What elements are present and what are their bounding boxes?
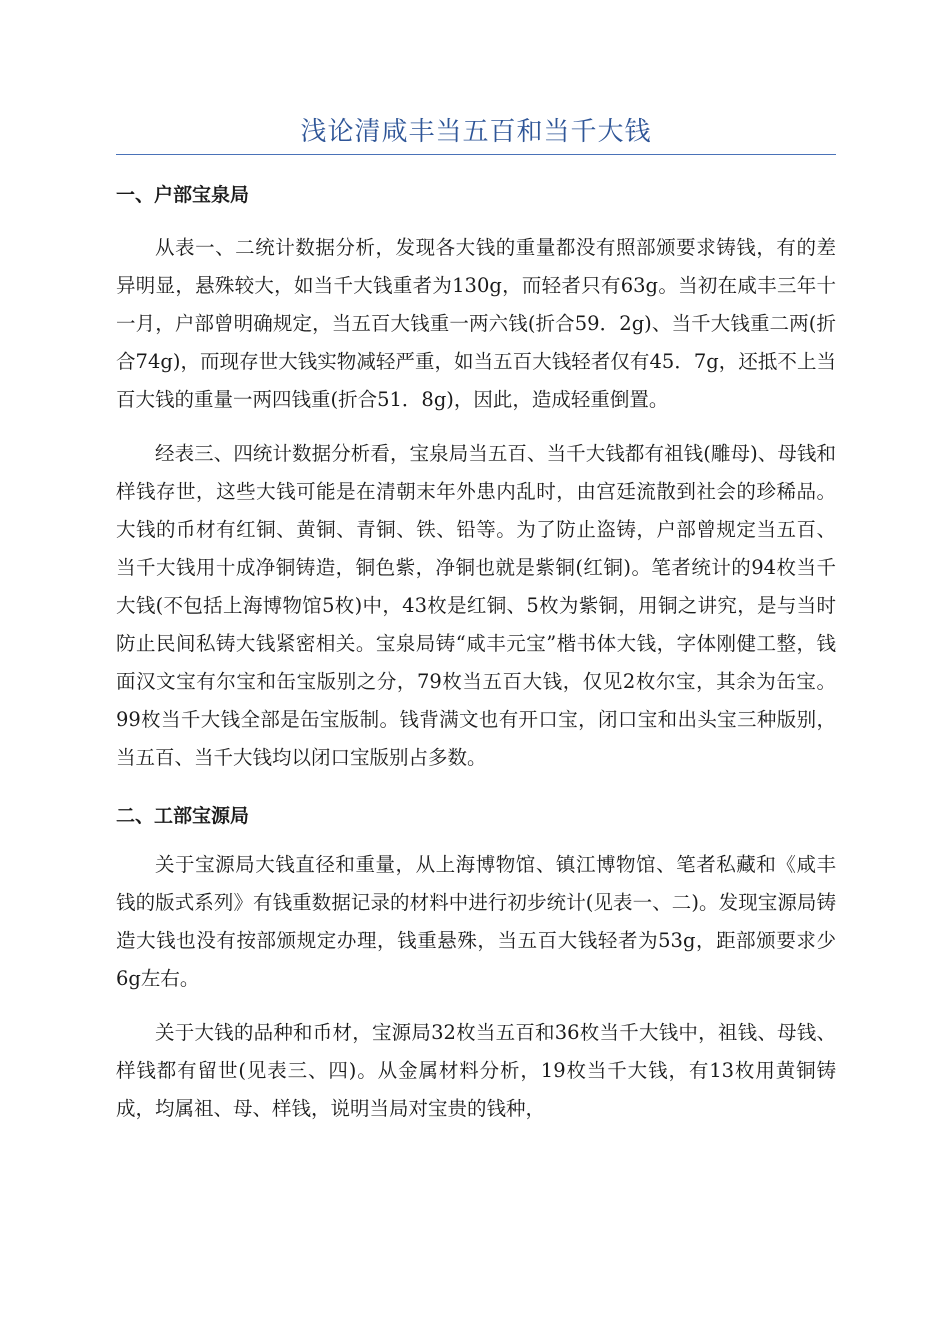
title-underline [116,154,836,155]
section-1-paragraph-1: 从表一、二统计数据分析，发现各大钱的重量都没有照部颁要求铸钱，有的差异明显，悬殊较大，如当千大钱重者为130g，而轻者只有63g。当初在咸丰三年十一月，户部曾明确规定，当五百大钱重一两六钱(折合59．2g)、当千大钱重二两(折合74g)，而现存世大钱实物减轻严重，如当五百大钱轻者仅有45．7g，还抵不上当百大钱的重量一两四钱重(折合51．8g)，因此，造成轻重倒置。 [116,236,836,411]
section-2-paragraph-2: 关于大钱的品种和币材，宝源局32枚当五百和36枚当千大钱中，祖钱、母钱、样钱都有留世(见表三、四)。从金属材料分析，19枚当千大钱，有13枚用黄铜铸成，均属祖、母、样钱，说明当局对宝贵的钱种， [116,1021,836,1120]
section-heading-1: 一、户部宝泉局 [116,184,250,206]
section-2-paragraph-1: 关于宝源局大钱直径和重量，从上海博物馆、镇江博物馆、笔者私藏和《咸丰钱的版式系列》有钱重数据记录的材料中进行初步统计(见表一、二)。发现宝源局铸造大钱也没有按部颁规定办理，钱重悬殊，当五百大钱轻者为53g，距部颁要求少6g左右。 [116,853,836,990]
section-1-paragraph-2: 经表三、四统计数据分析看，宝泉局当五百、当千大钱都有祖钱(雕母)、母钱和样钱存世，这些大钱可能是在清朝末年外患内乱时，由宫廷流散到社会的珍稀品。大钱的币材有红铜、黄铜、青铜、铁、铅等。为了防止盗铸，户部曾规定当五百、当千大钱用十成净铜铸造，铜色紫，净铜也就是紫铜(红铜)。笔者统计的94枚当千大钱(不包括上海博物馆5枚)中，43枚是红铜、5枚为紫铜，用铜之讲究，是与当时防止民间私铸大钱紧密相关。宝泉局铸“咸丰元宝”楷书体大钱，字体刚健工整，钱面汉文宝有尔宝和缶宝版别之分，79枚当五百大钱，仅见2枚尔宝，其余为缶宝。99枚当千大钱全部是缶宝版制。钱背满文也有开口宝，闭口宝和出头宝三种版别，当五百、当千大钱均以闭口宝版别占多数。 [116,442,836,769]
section-heading-2: 二、工部宝源局 [116,805,250,827]
document-title: 浅论清咸丰当五百和当千大钱 [300,117,652,147]
document-page [116,0,836,1128]
